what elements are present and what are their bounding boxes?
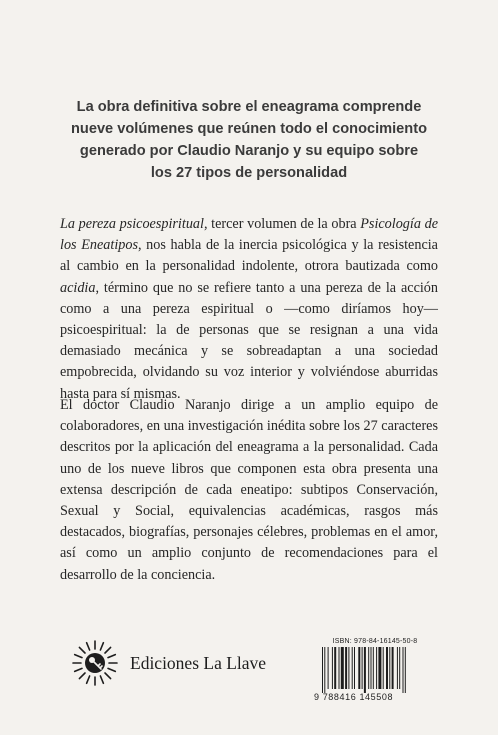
barcode-bar: [403, 647, 404, 693]
barcode-bar: [364, 647, 366, 693]
barcode-block: [314, 638, 436, 702]
barcode-bar: [362, 647, 363, 689]
barcode-bar: [378, 647, 381, 689]
headline-line-4: los 27 tipos de personalidad: [150, 165, 348, 181]
barcode-bar: [376, 647, 377, 689]
synopsis-text-c: , término que no se refiere tanto a una pereza de la acción como a una pereza espiritual o —como diríamos hoy— psicoespiritual: la de personas que se resignan a una vida demasiado mecánica y se sobreadaptan a una sociedad empobrecida, olvidando su voz interior y volviéndose aburridas hasta para sí mismas.: [60, 279, 438, 402]
barcode-bar: [373, 647, 374, 689]
series-description-paragraph: El doctor Claudio Naranjo dirige a un amplio equipo de colaboradores, en una investigación inédita sobre los 27 caracteres descritos por la aplicación del eneagrama a la personalidad. Cada uno de los nueve libros que componen esta obra presenta una extensa descripción de cada eneatipo: subtipos Conservación, Sexual y Social, equivalencias académicas, rasgos más destacados, biografías, personajes célebres, problemas en el amor, así como un amplio conjunto de recomendaciones para el desarrollo de la conciencia.: [60, 397, 438, 583]
barcode-bar: [392, 647, 394, 689]
barcode-bar: [341, 647, 344, 689]
barcode-bar: [324, 647, 325, 693]
barcode-bar: [348, 647, 349, 689]
book-title: La pereza psicoespiritual: [60, 216, 204, 232]
barcode-bar: [322, 647, 323, 693]
acidia-term: acidia: [60, 279, 96, 296]
isbn-label: ISBN: 978-84-16145-50-8: [332, 638, 418, 645]
barcode-bar: [386, 647, 388, 689]
barcode-bar: [399, 647, 400, 689]
synopsis-paragraph: [60, 214, 438, 405]
publisher-name: Ediciones La Llave: [130, 652, 267, 673]
barcode-digits: 9 788416 145508: [314, 692, 394, 702]
synopsis-text-a: , tercer volumen de la obra: [203, 216, 361, 232]
barcode-bar: [354, 647, 355, 689]
series-title: Psicología de los Eneatipos: [60, 216, 438, 254]
barcode-bar: [371, 647, 372, 689]
barcode-bar: [389, 647, 390, 689]
barcode-bar: [334, 647, 336, 689]
barcode-bar: [345, 647, 347, 689]
barcode-bar: [332, 647, 333, 689]
publisher-block: [70, 638, 266, 688]
headline-line-3: generado por Claudio Naranjo y su equipo sobre: [79, 143, 419, 159]
barcode-bar: [405, 647, 406, 693]
barcode-bar: [368, 647, 369, 689]
headline-line-2: nueve volúmenes que reúnen todo el conocimiento: [71, 121, 427, 137]
headline: [50, 96, 448, 184]
synopsis-text-b: , nos habla de la inercia psicológica y la resistencia al cambio en la personalidad indolente, otrora bautizada como: [60, 237, 438, 275]
sun-key-logo-icon: [70, 638, 120, 688]
barcode-bars: [314, 647, 436, 693]
barcode-bar: [397, 647, 398, 689]
headline-line-1: La obra definitiva sobre el eneagrama comprende: [76, 99, 422, 115]
barcode-bar: [358, 647, 360, 689]
barcode-bar: [352, 647, 353, 689]
barcode-bar: [328, 647, 329, 689]
barcode-bar: [383, 647, 384, 689]
barcode-bar: [339, 647, 340, 689]
